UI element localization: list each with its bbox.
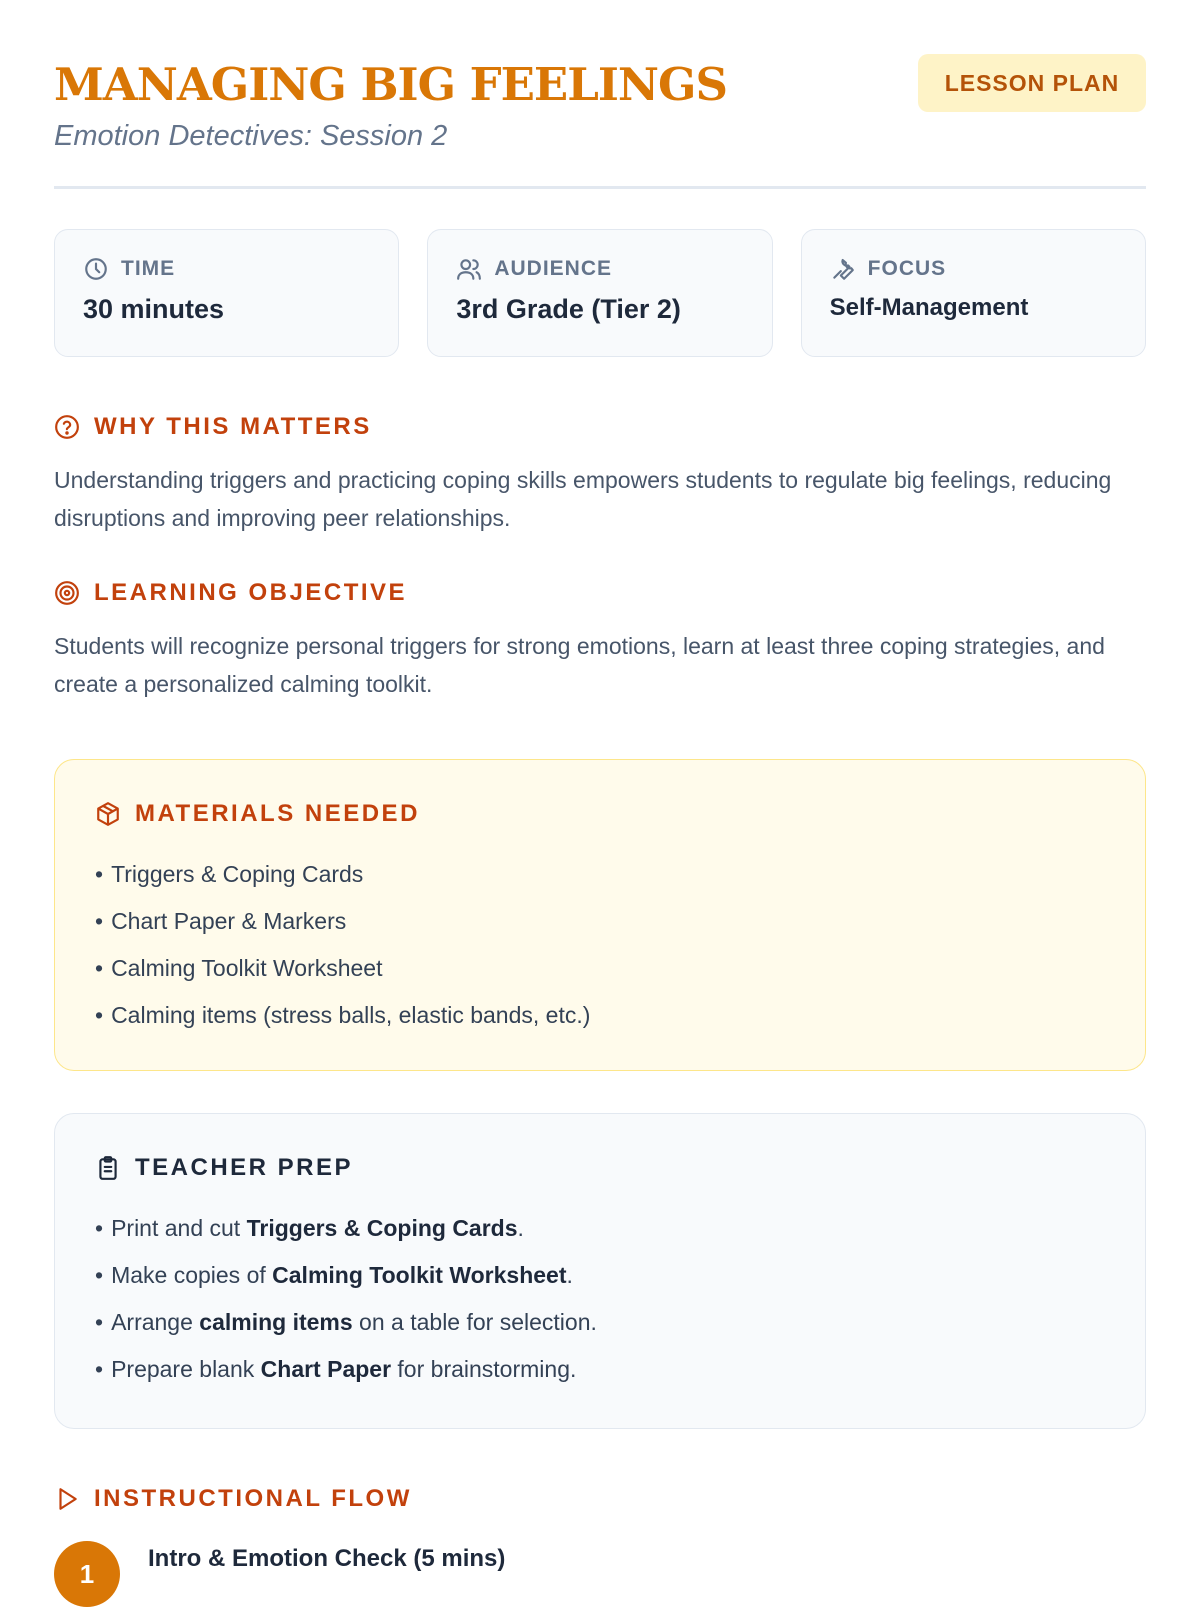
- section-heading-text: TEACHER PREP: [135, 1154, 354, 1181]
- info-card-value: 3rd Grade (Tier 2): [456, 294, 681, 324]
- list-item: • Triggers & Coping Cards: [95, 854, 1105, 901]
- users-icon: [456, 256, 482, 282]
- item-text: .: [517, 1215, 524, 1241]
- lesson-plan-badge: LESSON PLAN: [918, 54, 1146, 112]
- step-title: Intro & Emotion Check (5 mins): [148, 1545, 506, 1572]
- section-heading: [54, 579, 1146, 607]
- list-item: [95, 1255, 1105, 1302]
- item-text: Make copies of: [111, 1262, 273, 1288]
- section-heading: [95, 1154, 1105, 1182]
- page-header: [54, 0, 1146, 189]
- info-card-label: TIME: [121, 257, 176, 280]
- package-icon: [95, 801, 121, 827]
- clock-icon: [83, 256, 109, 282]
- page-subtitle: Emotion Detectives: Session 2: [54, 120, 448, 152]
- section-heading: [95, 800, 1105, 828]
- list-item: [95, 1302, 1105, 1349]
- section-heading-text: WHY THIS MATTERS: [94, 413, 372, 440]
- list-item: • Calming items (stress balls, elastic bands, etc.): [95, 995, 1105, 1042]
- learning-objective-section: [54, 579, 1146, 703]
- info-card-audience-label-row: [456, 256, 743, 282]
- item-text: Arrange: [111, 1309, 200, 1335]
- info-card-focus: [801, 229, 1146, 357]
- teacher-prep-box: [54, 1113, 1146, 1429]
- wrench-icon: [830, 256, 856, 282]
- item-emphasis: calming items: [199, 1309, 353, 1335]
- materials-list: [95, 854, 1105, 1042]
- item-text: Prepare blank: [111, 1356, 261, 1382]
- target-icon: [54, 580, 80, 606]
- flow-step: [54, 1541, 1146, 1607]
- info-card-audience: [427, 229, 772, 357]
- item-emphasis: Calming Toolkit Worksheet: [272, 1262, 567, 1288]
- info-cards: [54, 229, 1146, 357]
- clipboard-icon: [95, 1155, 121, 1181]
- info-card-focus-label-row: [830, 256, 1117, 282]
- instructional-flow-section: [54, 1485, 1146, 1607]
- info-card-value: 30 minutes: [83, 294, 225, 324]
- section-heading-text: MATERIALS NEEDED: [135, 800, 420, 827]
- list-item: • Chart Paper & Markers: [95, 901, 1105, 948]
- play-icon: [54, 1486, 80, 1512]
- item-text: on a table for selection.: [352, 1309, 597, 1335]
- item-text: for brainstorming.: [391, 1356, 577, 1382]
- info-card-label: FOCUS: [867, 257, 947, 280]
- page-title: MANAGING BIG FEELINGS: [54, 58, 727, 111]
- step-number-badge: 1: [54, 1541, 120, 1607]
- info-card-time-label-row: [83, 256, 370, 282]
- section-heading: [54, 1485, 1146, 1513]
- info-card-label: AUDIENCE: [494, 257, 613, 280]
- info-card-value: Self-Management: [829, 294, 1029, 321]
- info-card-time: [54, 229, 399, 357]
- item-emphasis: Chart Paper: [260, 1356, 392, 1382]
- section-heading-text: LEARNING OBJECTIVE: [94, 579, 408, 606]
- item-emphasis: Triggers & Coping Cards: [246, 1215, 518, 1241]
- materials-needed-box: [54, 759, 1146, 1071]
- item-text: Print and cut: [111, 1215, 247, 1241]
- list-item: [95, 1208, 1105, 1255]
- section-heading: [54, 413, 1146, 441]
- section-body-text: Understanding triggers and practicing coping skills empowers students to regulate big feelings, reducing disruptions and improving peer relationships.: [54, 467, 1112, 531]
- list-item: • Calming Toolkit Worksheet: [95, 948, 1105, 995]
- item-text: .: [566, 1262, 573, 1288]
- section-body-text: Students will recognize personal triggers for strong emotions, learn at least three coping strategies, and create a personalized calming toolkit.: [54, 633, 1105, 697]
- list-item: [95, 1349, 1105, 1396]
- section-heading-text: INSTRUCTIONAL FLOW: [94, 1485, 412, 1512]
- question-circle-icon: [54, 414, 80, 440]
- teacher-prep-list: [95, 1208, 1105, 1396]
- why-this-matters-section: [54, 413, 1146, 537]
